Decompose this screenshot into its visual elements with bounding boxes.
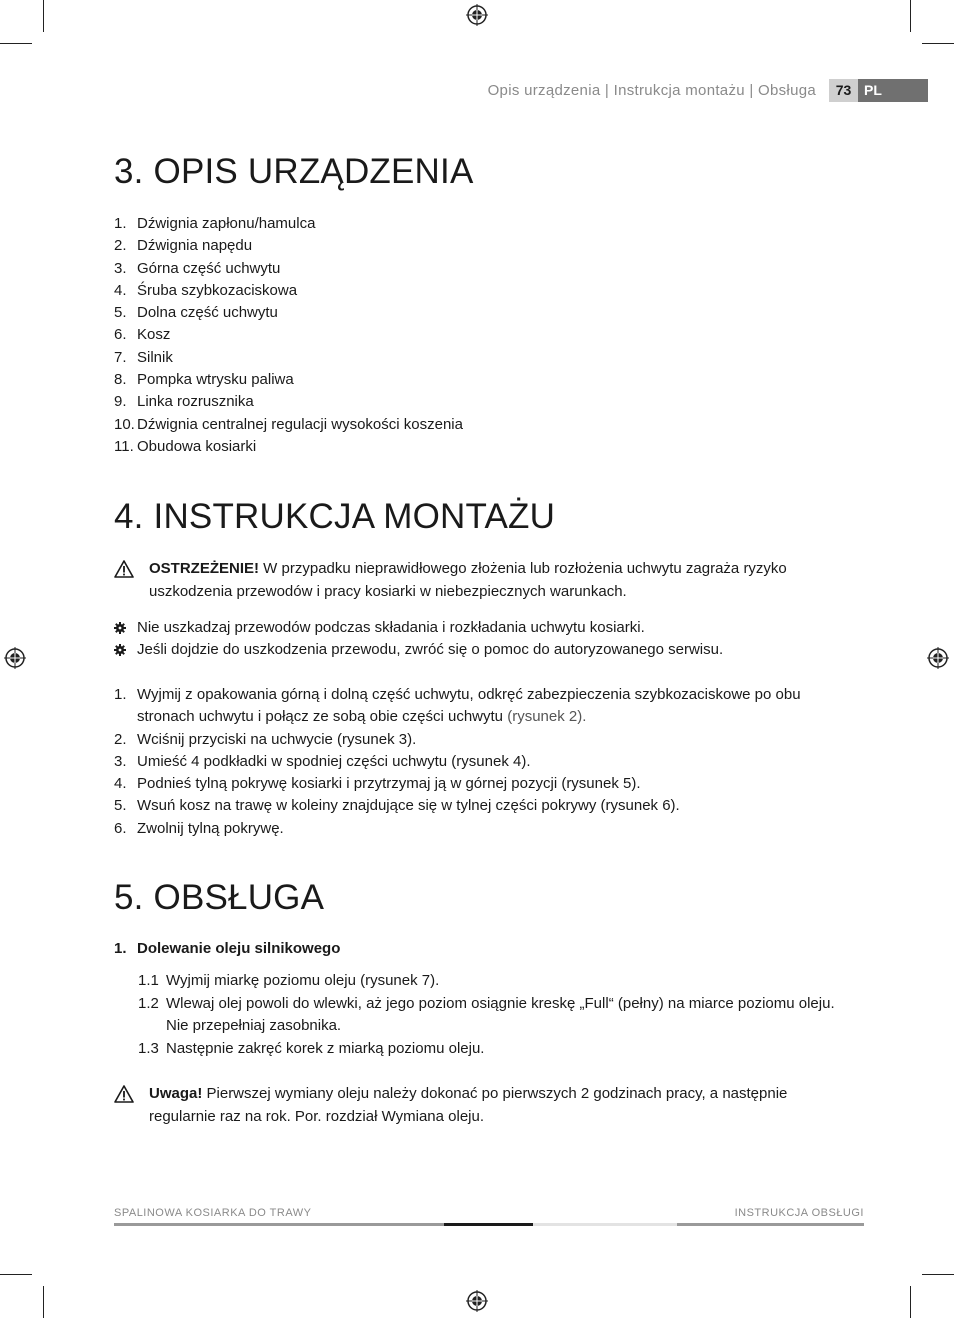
note-label: Uwaga! — [149, 1085, 203, 1102]
list-item: 5. Dolna część uchwytu — [114, 304, 278, 322]
warning-text: W przypadku nieprawidłowego złożenia lub rozłożenia uchwytu zagraża ryzyko uszkodzenia przewodów i pracy kosiarki w niebezpiecznych warunkach. — [149, 560, 787, 600]
footer-bar — [114, 1223, 444, 1226]
crop-mark — [910, 1286, 911, 1318]
registration-mark-icon — [466, 1290, 488, 1312]
list-item: 4. Śruba szybkozaciskowa — [114, 281, 298, 299]
header-breadcrumb: Opis urządzenia | Instrukcja montażu | Obsługa — [487, 82, 816, 99]
list-item: Nie uszkadzaj przewodów podczas składania i rozkładania uchwytu kosiarki. — [114, 617, 844, 639]
crop-mark — [922, 43, 954, 44]
registration-mark-icon — [4, 647, 26, 669]
list-item: 1.3 Następnie zakręć korek z miarką poziomu oleju. — [138, 1039, 485, 1057]
list-item: 2. Wciśnij przyciski na uchwycie (rysunek 3). — [114, 730, 417, 748]
list-item: 1.2 Wlewaj olej powoli do wlewki, aż jego poziom osiągnie kreskę „Full“ (pełny) na miarce poziomu oleju. Nie przepełniaj zasobnika. — [138, 994, 835, 1034]
list-item: 2. Dźwignia napędu — [114, 237, 253, 255]
bullet-list — [114, 617, 844, 661]
footer-doc-type: INSTRUKCJA OBSŁUGI — [734, 1207, 864, 1219]
note-text: Pierwszej wymiany oleju należy dokonać po pierwszych 2 godzinach pracy, a następnie regularnie raz na rok. Por. rozdział Wymiana oleju. — [149, 1085, 788, 1125]
parts-list — [114, 213, 844, 458]
section-title-description: 3. OPIS URZĄDZENIA — [114, 152, 474, 191]
list-item: 8. Pompka wtrysku paliwa — [114, 371, 294, 389]
page-number: 73 — [829, 79, 858, 102]
list-item: 4. Podnieś tylną pokrywę kosiarki i przytrzymaj ją w górnej pozycji (rysunek 5). — [114, 775, 641, 793]
crop-mark — [910, 0, 911, 32]
warning-icon — [114, 1085, 134, 1103]
list-item: 11. Obudowa kosiarki — [114, 437, 257, 455]
warning-label: OSTRZEŻENIE! — [149, 560, 260, 577]
footer-bar — [677, 1223, 864, 1226]
registration-mark-icon — [927, 647, 949, 669]
registration-mark-icon — [466, 4, 488, 26]
list-item: Jeśli dojdzie do uszkodzenia przewodu, zwróć się o pomoc do autoryzowanego serwisu. — [114, 639, 844, 661]
crop-mark — [0, 1274, 32, 1275]
list-item: 1.1 Wyjmij miarkę poziomu oleju (rysunek 7). — [138, 972, 440, 989]
footer-bar-accent — [444, 1223, 533, 1226]
warning-box — [114, 558, 844, 603]
section-title-operation: 5. OBSŁUGA — [114, 878, 325, 917]
note-box — [114, 1083, 844, 1128]
gear-icon — [114, 644, 126, 656]
list-item: 6. Kosz — [114, 326, 171, 344]
list-item: 3. Górna część uchwytu — [114, 259, 281, 277]
crop-mark — [0, 43, 32, 44]
footer-bar — [533, 1223, 677, 1226]
oil-steps — [138, 970, 844, 1060]
subsection-heading: 1. Dolewanie oleju silnikowego — [114, 940, 341, 957]
gear-icon — [114, 622, 126, 634]
list-item: 3. Umieść 4 podkładki w spodniej części uchwytu (rysunek 4). — [114, 752, 531, 770]
list-item: 9. Linka rozrusznika — [114, 393, 254, 411]
list-item: 5. Wsuń kosz na trawę w koleiny znajdujące się w tylnej części pokrywy (rysunek 6). — [114, 797, 680, 815]
list-item: 6. Zwolnij tylną pokrywę. — [114, 819, 284, 837]
section-title-assembly: 4. INSTRUKCJA MONTAŻU — [114, 497, 556, 536]
crop-mark — [922, 1274, 954, 1275]
list-item: 1. Dźwignia zapłonu/hamulca — [114, 215, 316, 232]
list-item: 7. Silnik — [114, 348, 173, 366]
warning-icon — [114, 560, 134, 578]
footer-product: SPALINOWA KOSIARKA DO TRAWY — [114, 1207, 312, 1219]
assembly-steps — [114, 684, 844, 840]
crop-mark — [43, 1286, 44, 1318]
language-badge: PL — [858, 79, 928, 102]
crop-mark — [43, 0, 44, 32]
list-item: 10. Dźwignia centralnej regulacji wysokości koszenia — [114, 415, 463, 433]
list-item: 1. Wyjmij z opakowania górną i dolną część uchwytu, odkręć zabezpieczenia szybkozaciskowe po obu stronach uchwytu i połącz ze sobą obie części uchwytu (rysunek 2). — [114, 686, 801, 726]
